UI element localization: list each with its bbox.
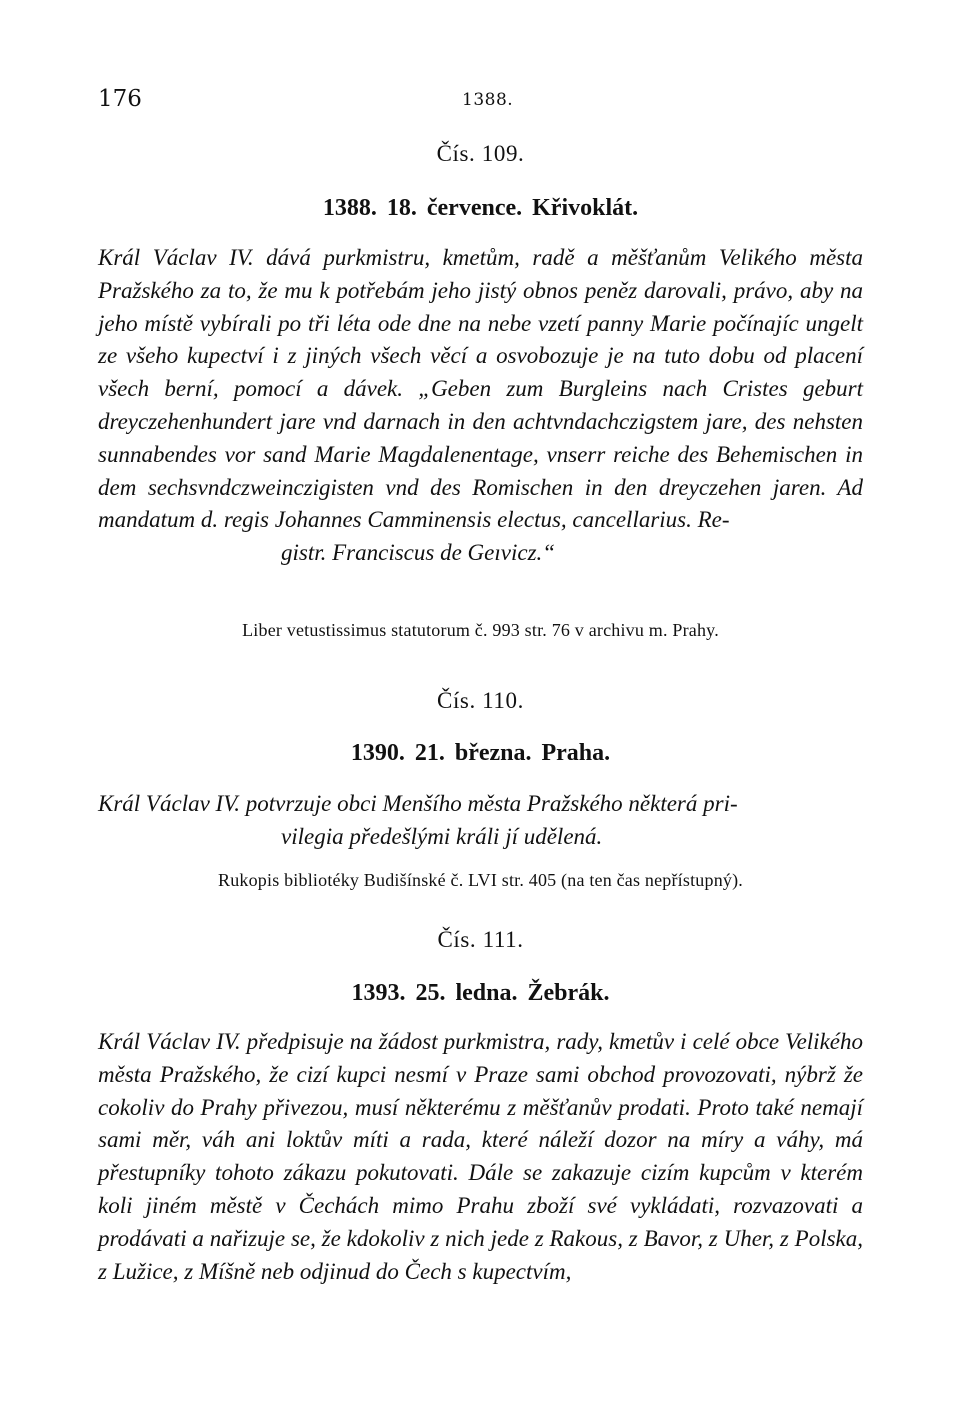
entry-109-summary xyxy=(98,242,863,570)
entry-110-summary xyxy=(98,788,863,854)
entry-110-number: Čís. 110. xyxy=(437,688,524,713)
entry-110-heading: 1390. 21. března. Praha. xyxy=(350,740,611,766)
entry-111-summary: Král Václav IV. předpisuje na žádost purkmistra, rady, kmetův i celé obce Velikého města Pražského, že cizí kupci nesmí v Praze sami obchod provozovati, nýbrž že cokoliv do Prahy přivezou, musí některému z měšťanův prodati. Proto také nemají sami měr, váh ani loktův míti a rada, které náleží dozor na míry a váhy, má přestupníky tohoto zákazu pokutovati. Dále se zakazuje cizím kupcům v kterém koli jiném městě v Čechách mimo Prahu zboží své vykládati, rozvazovati a prodávati a nařizuje se, že kdokoliv z nich jede z Rakous, z Bavor, z Uher, z Polska, z Lužice, z Míšně neb odjinud do Čech s kupectvím, xyxy=(98,1029,863,1284)
entry-110-summary-tail: vilegia předešlými králi jí udělená. xyxy=(281,823,603,849)
entry-110-summary-text: Král Václav IV. potvrzuje obci Menšího města Pražského některá pri- xyxy=(98,791,738,816)
entry-111-heading: 1393. 25. ledna. Žebrák. xyxy=(351,980,610,1006)
entry-109-summary-text: Král Václav IV. dává purkmistru, kmetům, radě a měšťanům Velikého města Pražského za to, že mu k potřebám jeho jistý obnos peněz darovali, právo, aby na jeho místě vybírali po tři léta ode dne na nebe vzetí panny Marie počínajíc ungelt ze všeho kupectví i z jiných všech věcí a osvobozuje je na tuto dobu od placení všech berní, pomocí a dávek. „Geben zum Burgleins nach Cristes geburt dreyczehenhundert jare vnd darnach in den achtvndachczigstem jare, des nehsten sunnabendes vor sand Marie Magdalenentage, vnserr reiche des Behemischen in dem sechsvndczweinczigisten vnd des Romischen in den dreyczehen jaren. Ad mandatum d. regis Johannes Camminensis electus, cancellarius. Re- xyxy=(98,245,863,533)
running-head xyxy=(98,86,863,116)
entry-109-source: Liber vetustissimus statutorum č. 993 str. 76 v archivu m. Prahy. xyxy=(242,620,719,640)
page-number: 176 xyxy=(98,86,142,112)
entry-109-heading: 1388. 18. července. Křivoklát. xyxy=(322,195,639,221)
entry-111-number: Čís. 111. xyxy=(437,927,524,952)
entry-109-summary-tail: gistr. Franciscus de Geıvicz.“ xyxy=(281,540,556,566)
entry-110-source: Rukopis bibliotéky Budišínské č. LVI str. 405 (na ten čas nepřístupný). xyxy=(218,870,743,890)
entry-109-number: Čís. 109. xyxy=(436,141,525,166)
running-year: 1388. xyxy=(462,90,514,110)
